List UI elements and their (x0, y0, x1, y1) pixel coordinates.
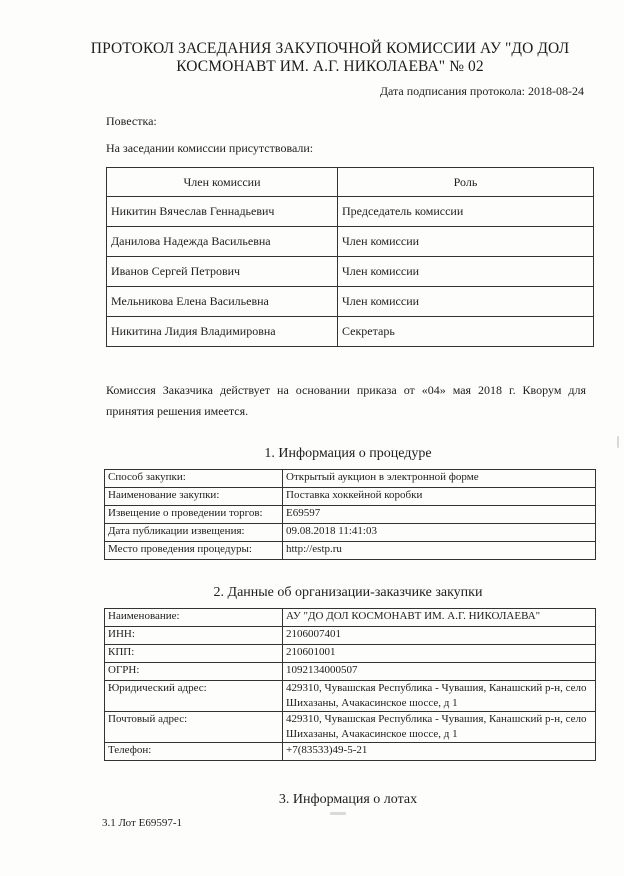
field-label: Телефон: (105, 743, 283, 761)
field-value: Поставка хоккейной коробки (283, 488, 596, 506)
field-value: 1092134000507 (283, 663, 596, 681)
field-value: 429310, Чувашская Республика - Чувашия, Канашский р-н, село Шихазаны, Ачакасинское шоссе, д 1 (283, 681, 596, 712)
field-value: http://estp.ru (283, 542, 596, 560)
section-2-title: 2. Данные об организации-заказчике закупки (213, 585, 483, 600)
field-value: +7(83533)49-5-21 (283, 743, 596, 761)
member-name: Иванов Сергей Петрович (107, 257, 338, 287)
member-role: Член комиссии (338, 257, 594, 287)
table-row (107, 197, 594, 227)
section-3-title: 3. Информация о лотах (278, 792, 418, 807)
field-label: ОГРН: (105, 663, 283, 681)
title-line-2: КОСМОНАВТ ИМ. А.Г. НИКОЛАЕВА" № 02 (176, 58, 484, 75)
field-label: Место проведения процедуры: (105, 542, 283, 560)
member-role: Секретарь (338, 317, 594, 347)
member-role: Член комиссии (338, 227, 594, 257)
quorum-paragraph: Комиссия Заказчика действует на основании приказа от «04» мая 2018 г. Кворум для принятия решения имеется. (106, 383, 586, 418)
document-title (70, 40, 590, 76)
field-value: E69597 (283, 506, 596, 524)
field-label: Почтовый адрес: (105, 712, 283, 743)
member-name: Данилова Надежда Васильевна (107, 227, 338, 257)
table-row (105, 524, 596, 542)
table-row (105, 506, 596, 524)
members-header-row (107, 168, 594, 197)
member-role: Председатель комиссии (338, 197, 594, 227)
header-member: Член комиссии (107, 168, 338, 197)
field-value: Открытый аукцион в электронной форме (283, 470, 596, 488)
member-role: Член комиссии (338, 287, 594, 317)
header-role: Роль (338, 168, 594, 197)
field-value: АУ "ДО ДОЛ КОСМОНАВТ ИМ. А.Г. НИКОЛАЕВА" (283, 609, 596, 627)
members-table (106, 167, 594, 347)
field-label: ИНН: (105, 627, 283, 645)
table-row (107, 317, 594, 347)
title-line-1: ПРОТОКОЛ ЗАСЕДАНИЯ ЗАКУПОЧНОЙ КОМИССИИ АУ "ДО ДОЛ (90, 40, 570, 57)
field-label: Дата публикации извещения: (105, 524, 283, 542)
field-label: КПП: (105, 645, 283, 663)
field-value: 2106007401 (283, 627, 596, 645)
table-row (107, 287, 594, 317)
field-value: 09.08.2018 11:41:03 (283, 524, 596, 542)
section-1-title: 1. Информация о процедуре (264, 446, 432, 461)
attendees-label: На заседании комиссии присутствовали: (106, 141, 314, 155)
field-label: Наименование: (105, 609, 283, 627)
table-row (105, 470, 596, 488)
table-row (105, 488, 596, 506)
field-label: Способ закупки: (105, 470, 283, 488)
field-value: 429310, Чувашская Республика - Чувашия, Канашский р-н, село Шихазаны, Ачакасинское шоссе, д 1 (283, 712, 596, 743)
scan-speck (617, 436, 619, 448)
scan-speck (330, 812, 346, 815)
procedure-info-table (104, 469, 596, 560)
signing-date: Дата подписания протокола: 2018-08-24 (379, 84, 584, 98)
table-row (107, 257, 594, 287)
table-row (105, 663, 596, 681)
field-label: Юридический адрес: (105, 681, 283, 712)
field-value: 210601001 (283, 645, 596, 663)
table-row (105, 712, 596, 743)
field-label: Извещение о проведении торгов: (105, 506, 283, 524)
lot-label: 3.1 Лот E69597-1 (102, 817, 182, 829)
member-name: Никитин Вячеслав Геннадьевич (107, 197, 338, 227)
table-row (107, 227, 594, 257)
table-row (105, 609, 596, 627)
table-row (105, 743, 596, 761)
member-name: Никитина Лидия Владимировна (107, 317, 338, 347)
table-row (105, 542, 596, 560)
table-row (105, 681, 596, 712)
customer-info-table (104, 608, 596, 761)
field-label: Наименование закупки: (105, 488, 283, 506)
table-row (105, 627, 596, 645)
member-name: Мельникова Елена Васильевна (107, 287, 338, 317)
agenda-label: Повестка: (106, 114, 157, 128)
table-row (105, 645, 596, 663)
